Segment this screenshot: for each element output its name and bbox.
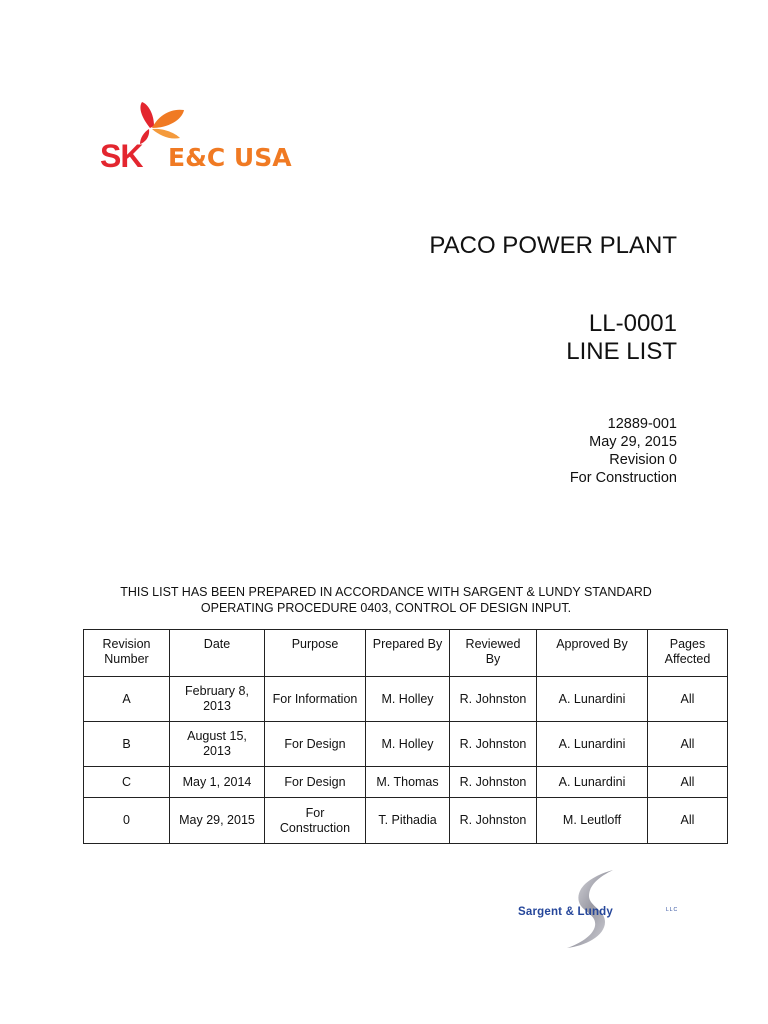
table-row [84,798,728,844]
revision-history-table [83,629,728,844]
ec-usa-wordmark: E&C USA [168,143,292,172]
header-approved-by: Approved By [537,630,648,677]
sargent-lundy-logo [515,868,690,953]
issue-date: May 29, 2015 [589,434,677,450]
header-pages-affected: Pages Affected [648,630,728,677]
table-row [84,677,728,722]
cell-date: May 1, 2014 [170,767,265,798]
table-header-row [84,630,728,677]
project-number: 12889-001 [607,416,677,432]
cell-prepared-by: M. Holley [366,722,450,767]
cell-approved-by: A. Lunardini [537,767,648,798]
cell-purpose: For Construction [265,798,366,844]
cell-date: February 8, 2013 [170,677,265,722]
cell-date: May 29, 2015 [170,798,265,844]
sk-ec-usa-logo [92,98,302,188]
cell-pages: All [648,767,728,798]
cell-reviewed-by: R. Johnston [450,798,537,844]
revision-label: Revision 0 [609,452,677,468]
statement-line-2: OPERATING PROCEDURE 0403, CONTROL OF DESIGN INPUT. [200,601,572,615]
statement-line-1: THIS LIST HAS BEEN PREPARED IN ACCORDANCE WITH SARGENT & LUNDY STANDARD [120,585,652,599]
header-purpose: Purpose [265,630,366,677]
cell-revision: B [84,722,170,767]
cell-pages: All [648,677,728,722]
document-number: LL-0001 [588,310,677,337]
cell-revision: C [84,767,170,798]
table-row [84,722,728,767]
cell-pages: All [648,798,728,844]
header-revision-number: Revision Number [84,630,170,677]
cell-revision: A [84,677,170,722]
cell-purpose: For Design [265,722,366,767]
header-prepared-by: Prepared By [366,630,450,677]
cell-reviewed-by: R. Johnston [450,677,537,722]
cell-prepared-by: M. Thomas [366,767,450,798]
cell-prepared-by: T. Pithadia [366,798,450,844]
cell-approved-by: A. Lunardini [537,677,648,722]
header-date: Date [170,630,265,677]
cell-purpose: For Design [265,767,366,798]
llc-suffix: LLC [666,907,679,913]
cell-approved-by: A. Lunardini [537,722,648,767]
document-meta [570,415,677,487]
cell-purpose: For Information [265,677,366,722]
table-row [84,767,728,798]
document-title: LINE LIST [566,338,677,365]
sargent-lundy-wordmark: Sargent & Lundy [518,906,614,918]
sk-wordmark: SK [100,138,143,174]
cell-date: August 15, 2013 [170,722,265,767]
header-reviewed-by: Reviewed By [450,630,537,677]
document-heading [566,310,677,366]
plant-title: PACO POWER PLANT [429,232,677,259]
issue-status: For Construction [569,470,677,486]
cell-approved-by: M. Leutloff [537,798,648,844]
cell-revision: 0 [84,798,170,844]
cell-reviewed-by: R. Johnston [450,722,537,767]
preparation-statement [84,584,688,616]
cell-prepared-by: M. Holley [366,677,450,722]
cell-reviewed-by: R. Johnston [450,767,537,798]
cell-pages: All [648,722,728,767]
